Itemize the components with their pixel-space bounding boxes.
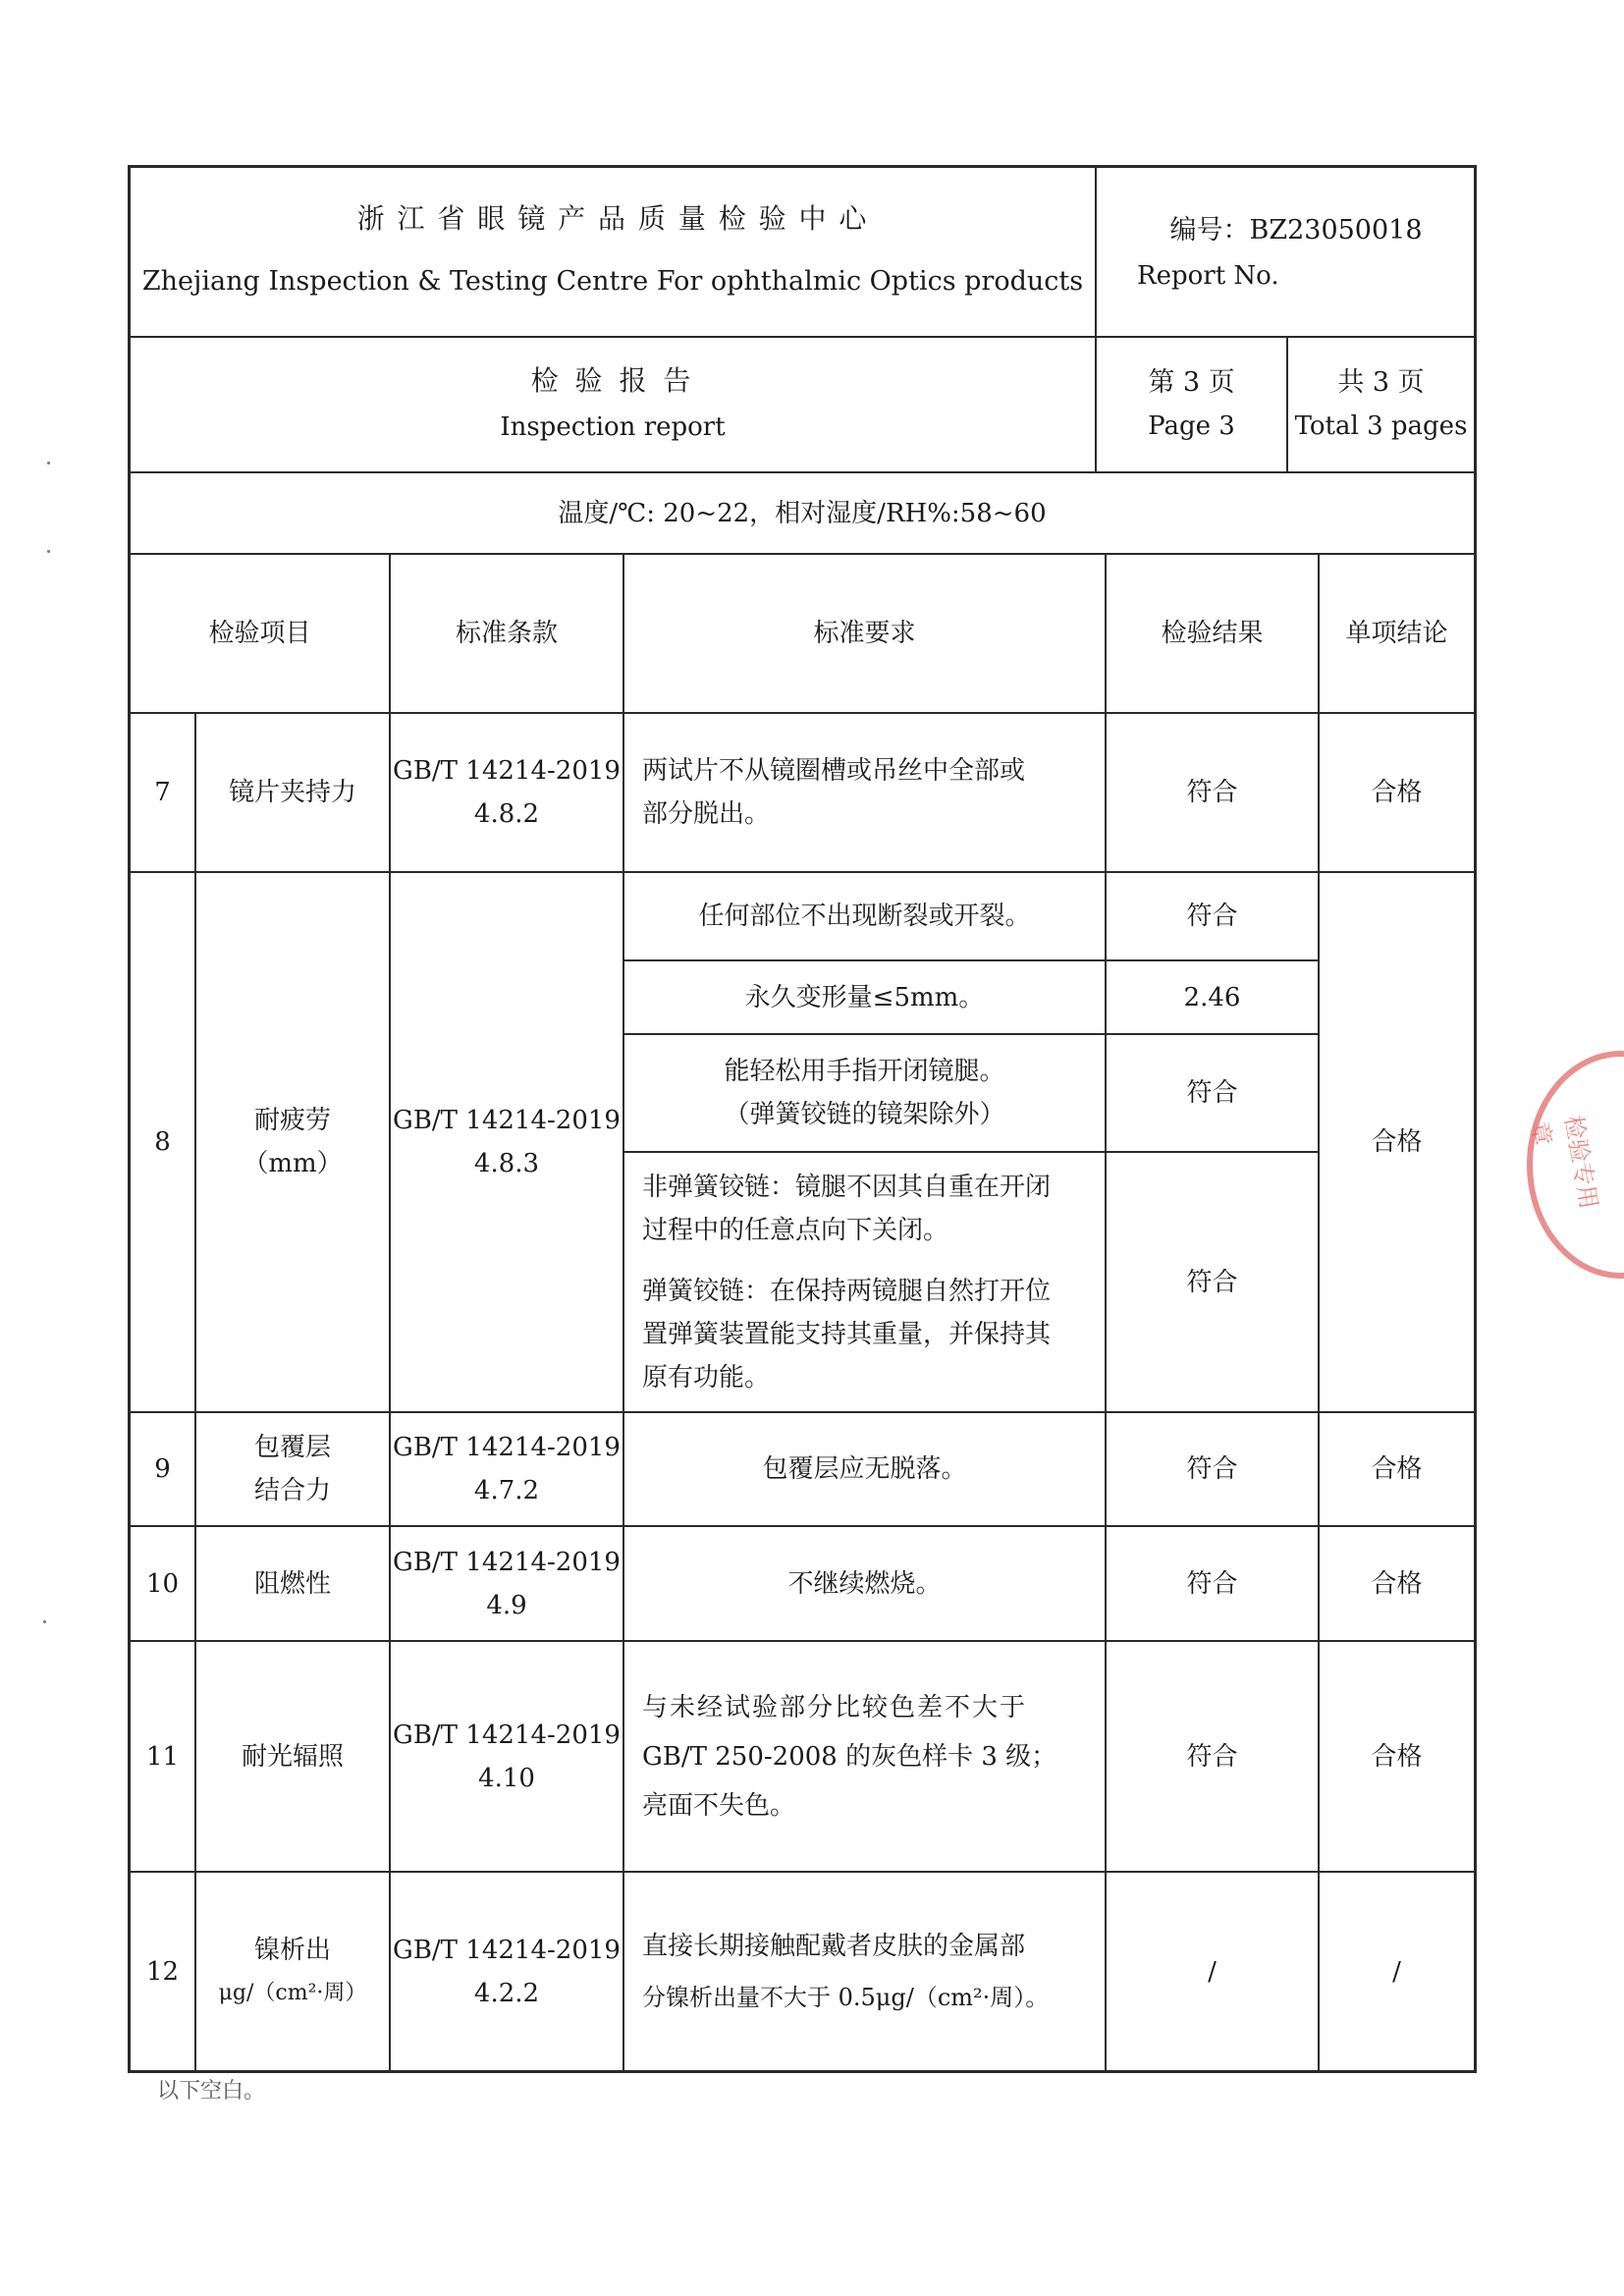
header-conclusion: 单项结论 bbox=[1345, 619, 1448, 648]
standard-clause bbox=[391, 873, 623, 1411]
row-number: 11 bbox=[145, 1741, 180, 1772]
requirement-line: 任何部位不出现断裂或开裂。 bbox=[698, 902, 1031, 931]
requirement-line: 与未经试验部分比较色差不大于 bbox=[642, 1692, 1028, 1722]
scan-speck bbox=[47, 462, 50, 465]
org-name-cn: 浙 江 省 眼 镜 产 品 质 量 检 验 中 心 bbox=[356, 202, 869, 235]
row-number: 9 bbox=[154, 1454, 171, 1484]
total-pages-cn: 共 3 页 bbox=[1337, 367, 1425, 398]
test-item: 阻燃性 bbox=[253, 1568, 331, 1599]
item-line: 结合力 bbox=[253, 1476, 331, 1505]
test-item bbox=[196, 1413, 389, 1525]
standard-requirement bbox=[624, 1035, 1105, 1151]
clause-line: 4.9 bbox=[486, 1590, 527, 1620]
clause-line: 4.7.2 bbox=[473, 1476, 540, 1505]
total-pages-en: Total 3 pages bbox=[1294, 411, 1468, 441]
requirement-line: 亮面不失色。 bbox=[642, 1790, 796, 1821]
standard-requirement bbox=[624, 1153, 1105, 1411]
report-title-en: Inspection report bbox=[500, 412, 726, 442]
requirement-line: 两试片不从镜圈槽或吊丝中全部或 bbox=[642, 756, 1026, 786]
standard-requirement bbox=[624, 1413, 1105, 1525]
test-item bbox=[196, 873, 389, 1411]
requirement-line: 过程中的任意点向下关闭。 bbox=[642, 1215, 949, 1245]
row-number: 8 bbox=[154, 1127, 171, 1157]
standard-clause bbox=[391, 1873, 623, 2070]
footer-note: 以下空白。 bbox=[157, 2079, 266, 2104]
requirement-line: 永久变形量≤5mm。 bbox=[744, 982, 985, 1012]
standard-clause bbox=[391, 1642, 623, 1871]
test-conditions: 温度/℃: 20~22，相对湿度/RH%:58~60 bbox=[558, 498, 1047, 528]
clause-line: GB/T 14214-2019 bbox=[393, 756, 621, 786]
requirement-line: （弹簧铰链的镜架除外） bbox=[724, 1100, 1005, 1129]
requirement-line: 不继续燃烧。 bbox=[787, 1568, 942, 1599]
standard-requirement bbox=[624, 873, 1105, 959]
row-number: 10 bbox=[145, 1568, 180, 1599]
header-requirement: 标准要求 bbox=[813, 619, 916, 648]
item-conclusion: / bbox=[1392, 1956, 1401, 1987]
item-line: 包覆层 bbox=[253, 1433, 331, 1462]
clause-line: 4.10 bbox=[478, 1763, 535, 1793]
page-number-en: Page 3 bbox=[1148, 411, 1235, 441]
requirement-line: 能轻松用手指开闭镜腿。 bbox=[724, 1057, 1005, 1086]
row-number: 7 bbox=[154, 778, 171, 807]
item-conclusion: 合格 bbox=[1371, 1127, 1423, 1157]
standard-requirement bbox=[624, 961, 1105, 1033]
requirement-line: 包覆层应无脱落。 bbox=[762, 1454, 967, 1484]
item-line: μg/（cm²·周） bbox=[218, 1980, 367, 2005]
report-number-label: Report No. bbox=[1137, 261, 1279, 291]
test-result: 符合 bbox=[1186, 902, 1238, 931]
test-result: 符合 bbox=[1186, 1454, 1238, 1484]
clause-line: 4.8.2 bbox=[473, 799, 540, 829]
test-item: 镜片夹持力 bbox=[228, 778, 356, 807]
item-conclusion: 合格 bbox=[1371, 1454, 1423, 1484]
test-item: 耐光辐照 bbox=[241, 1741, 344, 1772]
header-item: 检验项目 bbox=[208, 619, 311, 648]
test-result: 2.46 bbox=[1183, 982, 1241, 1012]
clause-line: GB/T 14214-2019 bbox=[393, 1547, 621, 1577]
row-number: 12 bbox=[145, 1956, 180, 1987]
page-number-cn: 第 3 页 bbox=[1148, 367, 1235, 398]
header-clause: 标准条款 bbox=[455, 619, 558, 648]
standard-requirement bbox=[624, 1642, 1105, 1871]
test-result: 符合 bbox=[1186, 778, 1238, 807]
standard-requirement bbox=[624, 1873, 1105, 2070]
requirement-line: 直接长期接触配戴者皮肤的金属部 bbox=[642, 1931, 1026, 1961]
test-result: 符合 bbox=[1186, 1267, 1238, 1297]
item-conclusion: 合格 bbox=[1371, 1568, 1423, 1599]
requirement-line: 弹簧铰链：在保持两镜腿自然打开位 bbox=[642, 1276, 1052, 1306]
clause-line: 4.2.2 bbox=[473, 1978, 540, 2008]
clause-line: 4.8.3 bbox=[473, 1149, 540, 1178]
test-result: 符合 bbox=[1186, 1078, 1238, 1108]
scan-speck bbox=[47, 550, 50, 553]
org-name-en: Zhejiang Inspection & Testing Centre For ophthalmic Optics products bbox=[141, 266, 1084, 297]
requirement-line: 置弹簧装置能支持其重量，并保持其 bbox=[642, 1319, 1052, 1349]
test-result: 符合 bbox=[1186, 1568, 1238, 1599]
item-conclusion: 合格 bbox=[1371, 1741, 1423, 1772]
clause-line: GB/T 14214-2019 bbox=[393, 1720, 621, 1750]
clause-line: GB/T 14214-2019 bbox=[393, 1106, 621, 1135]
requirement-line: GB/T 250-2008 的灰色样卡 3 级； bbox=[642, 1741, 1057, 1772]
standard-requirement bbox=[624, 1527, 1105, 1640]
test-item bbox=[196, 1873, 389, 2070]
clause-line: GB/T 14214-2019 bbox=[393, 1433, 621, 1462]
standard-requirement bbox=[624, 714, 1105, 871]
standard-clause bbox=[391, 714, 623, 871]
header-result: 检验结果 bbox=[1161, 619, 1264, 648]
item-conclusion: 合格 bbox=[1371, 778, 1423, 807]
standard-clause bbox=[391, 1413, 623, 1525]
item-line: 镍析出 bbox=[253, 1935, 331, 1965]
item-line: 耐疲劳 bbox=[253, 1106, 331, 1135]
seal-text: 检验专用章 bbox=[1525, 1113, 1603, 1212]
clause-line: GB/T 14214-2019 bbox=[393, 1935, 621, 1965]
report-number: 编号：BZ23050018 bbox=[1169, 215, 1423, 246]
standard-clause bbox=[391, 1527, 623, 1640]
test-result: 符合 bbox=[1186, 1741, 1238, 1772]
requirement-line: 分镍析出量不大于 0.5μg/（cm²·周）。 bbox=[642, 1983, 1050, 2011]
scan-speck bbox=[43, 1620, 46, 1623]
test-result: / bbox=[1208, 1956, 1217, 1987]
report-title-cn: 检 验 报 告 bbox=[530, 364, 695, 397]
item-line: （mm） bbox=[243, 1149, 343, 1178]
requirement-line: 原有功能。 bbox=[642, 1362, 771, 1393]
requirement-line: 部分脱出。 bbox=[642, 799, 771, 829]
requirement-line: 非弹簧铰链：镜腿不因其自重在开闭 bbox=[642, 1172, 1052, 1202]
